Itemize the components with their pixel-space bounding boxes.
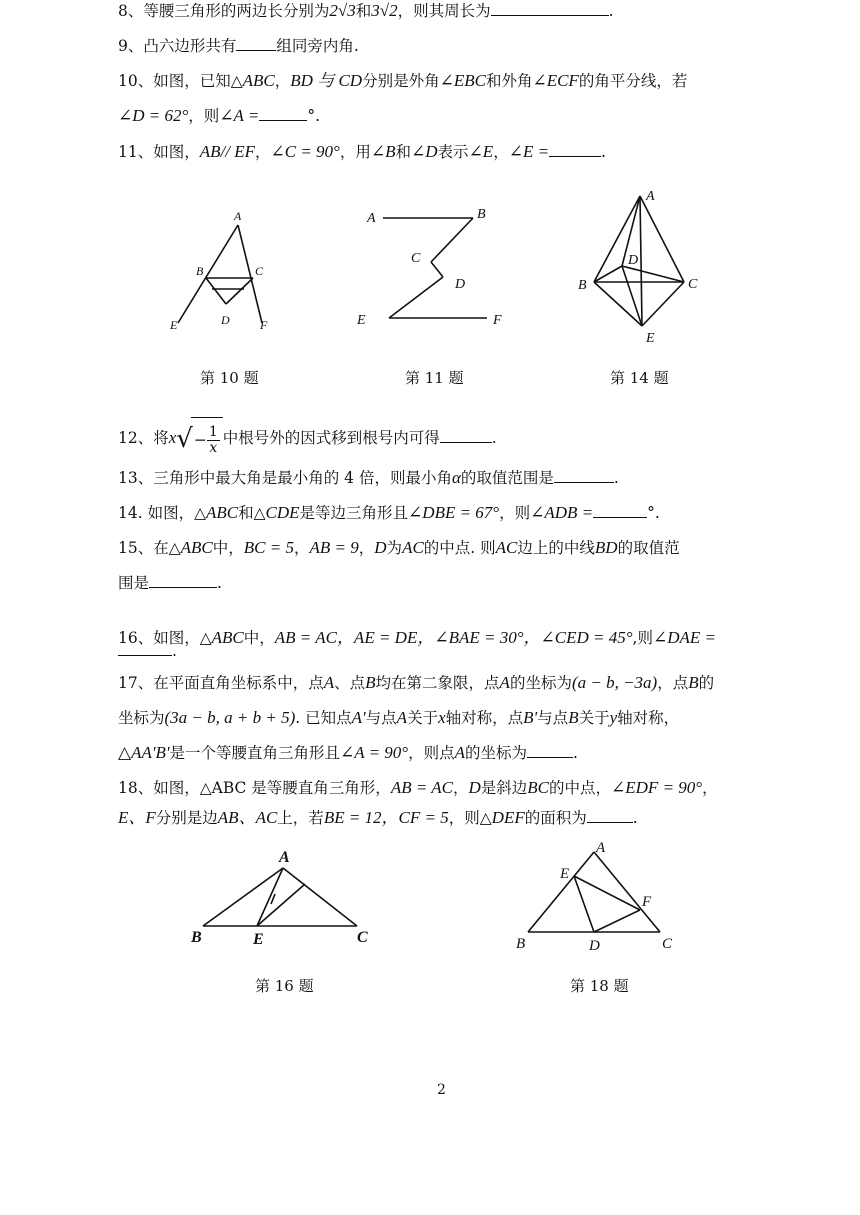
figure-10-label-C: C — [255, 264, 264, 278]
question-10-line1: 10、如图，已知△ABC，BD 与 CD分别是外角∠EBC和外角∠ECF的角平分线，若 — [118, 71, 688, 90]
answer-blank-17[interactable] — [527, 743, 573, 758]
figure-11-label-A: A — [367, 211, 376, 226]
figure-18-caption: 第 18 题 — [570, 977, 629, 995]
figure-14-label-E: E — [646, 331, 655, 346]
figure-11-label-D: D — [455, 277, 466, 292]
question-15-line2: 围是 . — [118, 574, 222, 592]
question-17-line2: 坐标为(3a − b, a + b + 5). 已知点A'与点A关于x轴对称，点B'与点B关于y轴对称， — [118, 708, 680, 727]
figure-11-label-C: C — [411, 251, 421, 266]
question-9: 9、凸六边形共有 组同旁内角. — [118, 37, 359, 55]
question-17-line3: △AA'B'是一个等腰直角三角形且∠A = 90°，则点A的坐标为 . — [118, 743, 578, 762]
question-16-line1: 16、如图，△ABC中，AB = AC，AE = DE，∠BAE = 30°，∠CED = 45°,则∠DAE = — [118, 628, 716, 647]
figure-18-label-A: A — [596, 840, 606, 856]
math-three-root2: 3√2 — [371, 1, 398, 20]
question-15-line1: 15、在△ABC中，BC = 5，AB = 9，D为AC的中点. 则AC边上的中线BD的取值范 — [118, 538, 680, 557]
figure-18-label-F: F — [642, 894, 652, 910]
answer-blank-10[interactable] — [259, 106, 307, 121]
figure-14-label-D: D — [628, 253, 639, 268]
figure-10-label-E: E — [170, 318, 178, 332]
figure-10-caption: 第 10 题 — [200, 369, 259, 387]
figure-14-label-A: A — [646, 189, 655, 204]
figure-18-label-D: D — [589, 938, 600, 954]
question-13: 13、三角形中最大角是最小角的 4 倍，则最小角α的取值范围是 . — [118, 468, 619, 487]
figure-14 — [570, 186, 710, 346]
figure-11-caption: 第 11 题 — [405, 369, 464, 387]
question-17-line1: 17、在平面直角坐标系中，点A、点B均在第二象限，点A的坐标为(a − b, −3a)，点B的 — [118, 673, 715, 692]
figure-14-caption: 第 14 题 — [610, 369, 669, 387]
question-12: 12、将x√− $\frac{1}{x}$ 中根号外的因式移到根号内可得 . — [118, 416, 497, 460]
figure-16 — [185, 842, 385, 952]
question-16-line2: . — [118, 640, 177, 662]
answer-blank-15[interactable] — [149, 573, 217, 588]
figure-18-label-C: C — [662, 936, 673, 952]
figure-11-label-B: B — [477, 207, 486, 222]
figure-11 — [355, 200, 515, 335]
answer-blank-14[interactable] — [593, 503, 647, 518]
answer-blank-12[interactable] — [440, 428, 492, 443]
figure-10-label-A: A — [234, 209, 242, 223]
question-14: 14. 如图，△ABC和△CDE是等边三角形且∠DBE = 67°，则∠ADB = °. — [118, 503, 660, 522]
answer-blank-13[interactable] — [554, 468, 614, 483]
figure-16-label-E: E — [253, 931, 264, 948]
figure-11-label-F: F — [493, 313, 502, 328]
figure-10-label-D: D — [221, 313, 230, 327]
question-18-line2: E、F分别是边AB、AC上，若BE = 12，CF = 5，则△DEF的面积为 . — [118, 808, 638, 827]
figure-16-label-C: C — [357, 929, 368, 946]
question-8: 8、等腰三角形的两边长分别为2√3和3√2，则其周长为 . — [118, 1, 614, 20]
figure-18 — [510, 838, 690, 958]
figure-11-label-E: E — [357, 313, 366, 328]
figure-18-label-E: E — [560, 866, 570, 882]
answer-blank-8[interactable] — [491, 1, 609, 16]
figure-16-label-A: A — [279, 849, 290, 866]
figure-10-label-B: B — [196, 264, 204, 278]
figure-10 — [160, 205, 290, 340]
answer-blank-16[interactable] — [118, 641, 172, 656]
figure-14-label-B: B — [578, 278, 587, 293]
question-10-line2: ∠D = 62°，则∠A = °. — [118, 106, 321, 125]
page-number: 2 — [437, 1082, 446, 1098]
question-11: 11、如图，AB// EF，∠C = 90°，用∠B和∠D表示∠E，∠E = . — [118, 142, 607, 161]
figure-16-caption: 第 16 题 — [255, 977, 314, 995]
answer-blank-9[interactable] — [236, 36, 276, 51]
figure-14-label-C: C — [688, 277, 698, 292]
figure-10-label-F: F — [260, 318, 268, 332]
figure-18-label-B: B — [516, 936, 526, 952]
math-two-root3: 2√3 — [329, 1, 356, 20]
figure-16-label-B: B — [191, 929, 202, 946]
answer-blank-11[interactable] — [549, 142, 601, 157]
question-18-line1: 18、如图，△ABC 是等腰直角三角形，AB = AC，D是斜边BC的中点，∠EDF = 90°， — [118, 778, 718, 797]
answer-blank-18[interactable] — [587, 808, 633, 823]
